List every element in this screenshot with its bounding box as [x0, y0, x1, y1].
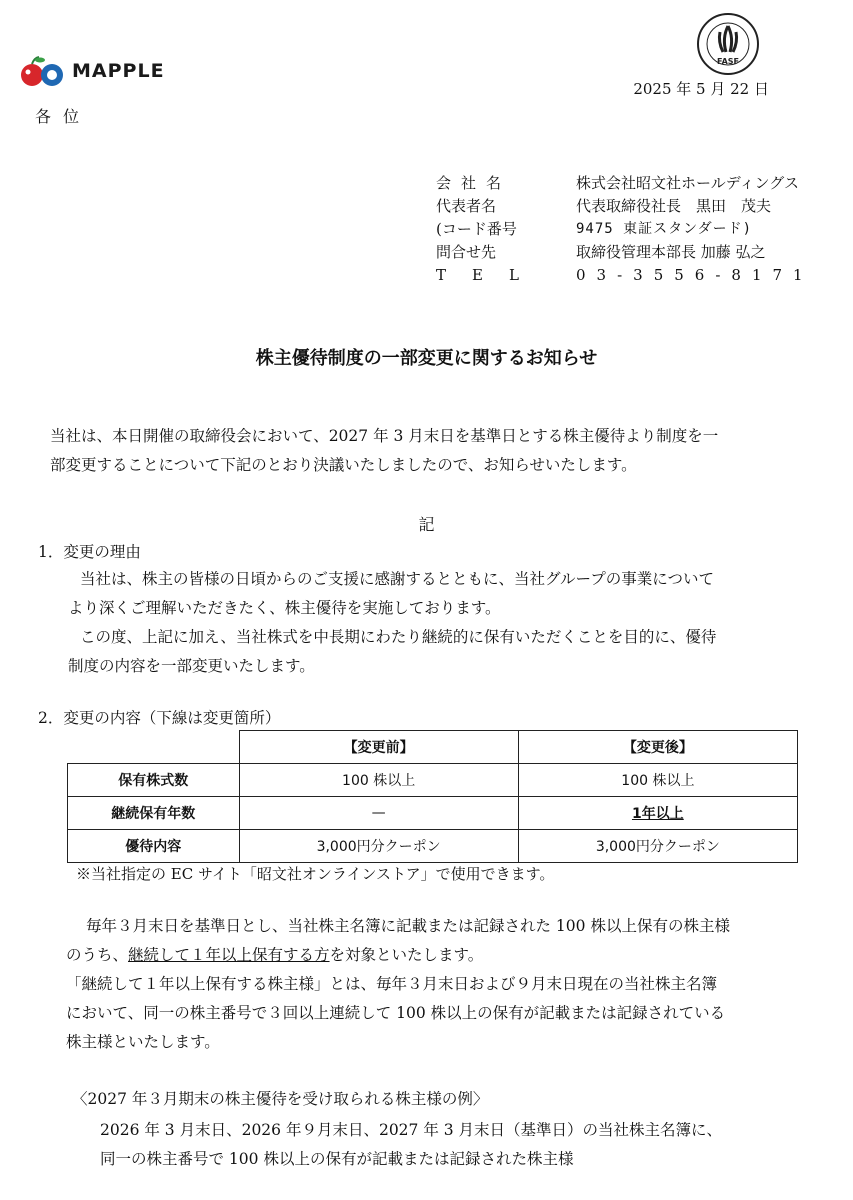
intro-line: 部変更することについて下記のとおり決議いたしましたので、お知らせいたします。 — [50, 456, 637, 474]
table-row — [68, 830, 798, 863]
company-info — [436, 172, 814, 287]
intro-paragraph — [50, 422, 790, 480]
table-row-label: 優待内容 — [68, 830, 240, 863]
table-cell-before: 100 株以上 — [239, 764, 518, 797]
company-name-row — [436, 172, 814, 195]
eligibility-line — [66, 941, 788, 970]
table-corner-cell — [68, 731, 240, 764]
changed-value: 1年以上 — [631, 806, 684, 822]
eligibility-line: 毎年３月末日を基準日とし、当社株主名簿に記載または記録された 100 株以上保有の株主様 — [86, 917, 730, 935]
example-line: 2026 年 3 月末日、2026 年９月末日、2027 年 3 月末日（基準日）の当社株主名簿に、 — [100, 1121, 723, 1139]
example-body — [100, 1116, 800, 1174]
table-header-after: 【変更後】 — [518, 731, 797, 764]
logo-text: MAPPLE — [72, 60, 165, 82]
svg-text:FASF: FASF — [717, 57, 739, 66]
table-row — [68, 764, 798, 797]
table-header-row — [68, 731, 798, 764]
eligibility-pre: のうち、 — [66, 946, 129, 964]
representative-label: 代表者名 — [436, 197, 497, 215]
contact-label: 問合せ先 — [436, 243, 497, 261]
addressee: 各位 — [35, 107, 92, 126]
eligibility-paragraph — [66, 912, 788, 970]
definition-line: 株主様といたします。 — [66, 1033, 220, 1051]
table-cell-after — [518, 797, 797, 830]
page-title: 株主優待制度の一部変更に関するお知らせ — [255, 348, 598, 369]
representative-row — [436, 195, 814, 218]
table-note: ※当社指定の EC サイト「昭文社オンラインストア」で使用できます。 — [76, 865, 555, 883]
section1-heading: 1．変更の理由 — [38, 543, 141, 561]
contact-row — [436, 241, 814, 264]
definition-paragraph — [66, 970, 788, 1057]
tel-row — [436, 264, 814, 287]
tel-value: 03-3556-8171 — [576, 266, 814, 284]
example-heading: 〈2027 年３月期末の株主優待を受け取られる株主様の例〉 — [72, 1090, 489, 1108]
code-row — [436, 218, 814, 241]
definition-line: において、同一の株主番号で３回以上連続して 100 株以上の保有が記載または記録されている — [66, 1004, 726, 1022]
example-line: 同一の株主番号で 100 株以上の保有が記載または記録された株主様 — [100, 1150, 574, 1168]
table-cell-before: 3,000円分クーポン — [239, 830, 518, 863]
eligibility-post: を対象といたします。 — [329, 946, 484, 964]
contact-value: 取締役管理本部長 加藤 弘之 — [576, 243, 766, 261]
section1-body — [68, 565, 784, 681]
section1-line: 当社は、株主の皆様の日頃からのご支援に感謝するとともに、当社グループの事業について — [80, 570, 714, 588]
company-name-label: 会社名 — [436, 174, 512, 192]
tel-label: TEL — [436, 266, 545, 284]
document-date: 2025 年 5 月 22 日 — [633, 80, 769, 98]
company-name-value: 株式会社昭文社ホールディングス — [576, 174, 800, 192]
eligibility-underlined: 継続して１年以上保有する方 — [128, 946, 330, 964]
fasf-seal-icon — [696, 12, 760, 76]
intro-line: 当社は、本日開催の取締役会において、2027 年 3 月末日を基準日とする株主優待より制度を一 — [50, 427, 719, 445]
code-label: (コード番号 — [436, 220, 517, 238]
table-row-label: 継続保有年数 — [68, 797, 240, 830]
definition-line: 「継続して１年以上保有する株主様」とは、毎年３月末日および９月末日現在の当社株主名簿 — [66, 975, 718, 993]
representative-value: 代表取締役社長 黒田 茂夫 — [576, 197, 772, 215]
section1-line: 制度の内容を一部変更いたします。 — [68, 657, 315, 675]
table-header-before: 【変更前】 — [239, 731, 518, 764]
table-row — [68, 797, 798, 830]
comparison-table — [67, 730, 798, 863]
section1-line: この度、上記に加え、当社株式を中長期にわたり継続的に保有いただくことを目的に、優待 — [80, 628, 717, 646]
table-cell-before: — — [239, 797, 518, 830]
code-value: 9475 東証スタンダード) — [576, 221, 753, 237]
table-cell-after: 3,000円分クーポン — [518, 830, 797, 863]
table-row-label: 保有株式数 — [68, 764, 240, 797]
section2-heading: 2．変更の内容（下線は変更箇所） — [38, 709, 281, 727]
table-cell-after: 100 株以上 — [518, 764, 797, 797]
ki-heading: 記 — [418, 515, 435, 534]
section1-line: より深くご理解いただきたく、株主優待を実施しております。 — [68, 599, 501, 617]
